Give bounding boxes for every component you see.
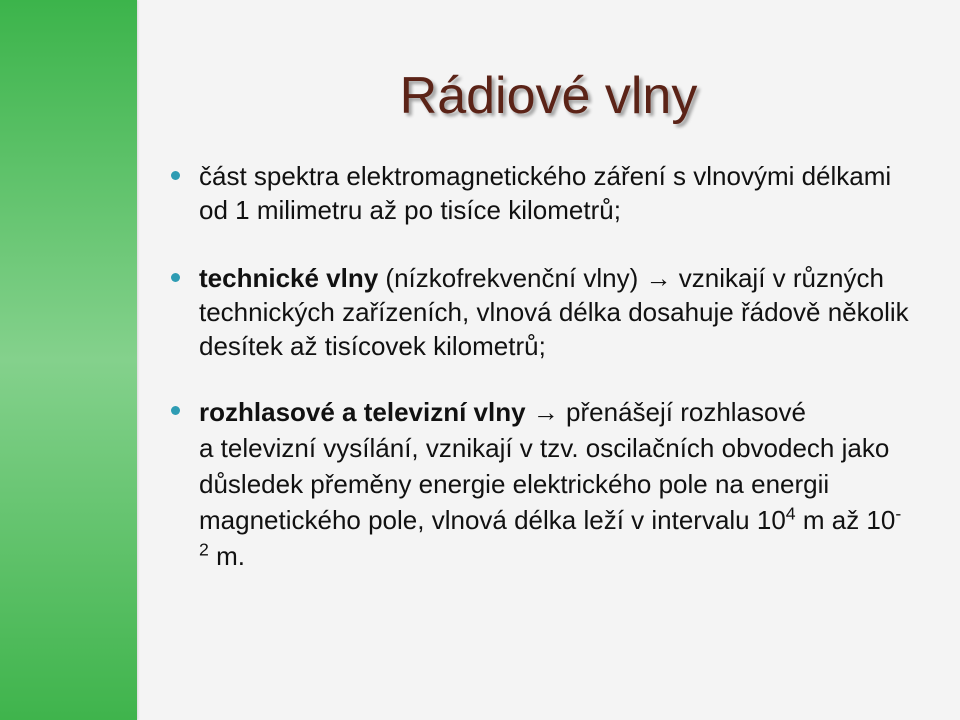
bullet-line (199, 295, 960, 329)
bullet-text: m až 10 (795, 505, 896, 535)
bullet-text: od 1 milimetru až po tisíce kilometrů; (199, 195, 621, 225)
bullet-line (199, 261, 960, 295)
bullet-text: (nízkofrekvenční vlny) → vznikají v různých (378, 263, 884, 293)
bullet-line (199, 329, 960, 363)
bullet-text: technických zařízeních, vlnová délka dosahuje řádově několik (199, 297, 909, 327)
superscript: 2 (199, 539, 209, 560)
bullet-item (199, 394, 960, 574)
bullet-line (199, 193, 960, 227)
bullet-line (199, 430, 960, 466)
bullet-text: a televizní vysílání, vznikají v tzv. oscilačních obvodech jako (199, 433, 890, 463)
bullet-marker-icon (171, 273, 180, 282)
superscript: - (895, 503, 902, 524)
bullet-text: důsledek přeměny energie elektrického pole na energii (199, 469, 830, 499)
bullet-text: desítek až tisícovek kilometrů; (199, 331, 546, 361)
bullet-marker-icon (171, 406, 180, 415)
bullet-term: technické vlny (199, 263, 379, 293)
bullet-line (199, 502, 960, 538)
bullet-text: m. (208, 541, 245, 571)
slide-title: Rádiové vlny (399, 67, 698, 125)
bullet-line (199, 466, 960, 502)
bullet-text: magnetického pole, vlnová délka leží v intervalu 10 (199, 505, 786, 535)
bullet-text: část spektra elektromagnetického záření s vlnovými délkami (199, 161, 892, 191)
bullet-item (199, 159, 960, 227)
bullet-marker-icon (171, 171, 180, 180)
superscript: 4 (785, 503, 796, 524)
bullet-item (199, 261, 960, 363)
bullet-line (199, 159, 960, 193)
bullet-text: → přenášejí rozhlasové (525, 397, 806, 427)
bullet-line (199, 394, 960, 430)
bullet-term: rozhlasové a televizní vlny (199, 397, 526, 427)
bullet-line (199, 538, 960, 574)
